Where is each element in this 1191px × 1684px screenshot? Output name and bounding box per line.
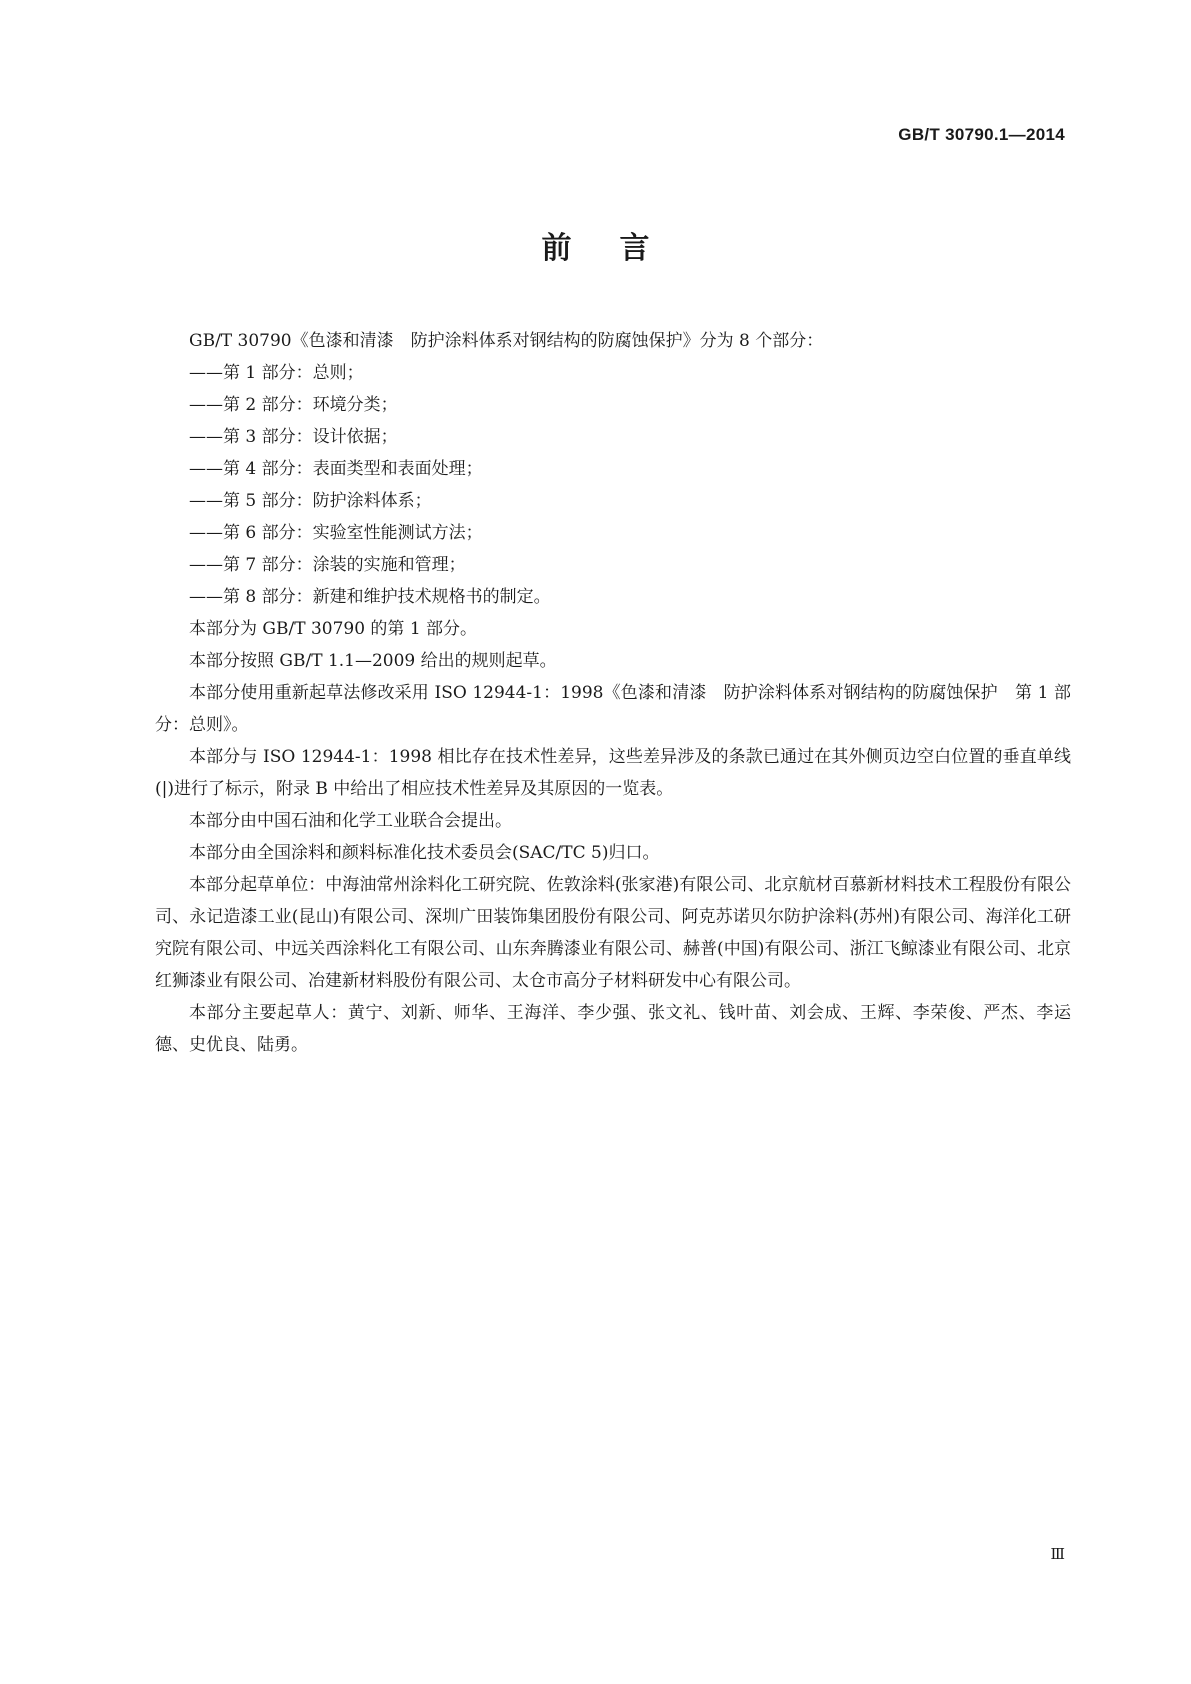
standard-number: GB/T 30790.1—2014 [898,125,1065,144]
list-item: ——第 1 部分：总则； [189,363,364,383]
paragraph-drafting-organizations: 本部分起草单位：中海油常州涂料化工研究院、佐敦涂料(张家港)有限公司、北京航材百慕新材料技术工程股份有限公司、永记造漆工业(昆山)有限公司、深圳广田装饰集团股份有限公司、阿克苏诺贝尔防护涂料(苏州)有限公司、海洋化工研究院有限公司、中远关西涂料化工有限公司、山东奔腾漆业有限公司、赫普(中国)有限公司、浙江飞鲸漆业有限公司、北京红狮漆业有限公司、冶建新材料股份有限公司、太仓市高分子材料研发中心有限公司。 [155,875,1071,991]
paragraph-proposed-by: 本部分由中国石油和化学工业联合会提出。 [189,811,512,831]
paragraph-adoption: 本部分使用重新起草法修改采用 ISO 12944-1：1998《色漆和清漆 防护涂料体系对钢结构的防腐蚀保护 第 1 部分：总则》。 [155,683,1071,735]
list-item: ——第 6 部分：实验室性能测试方法； [189,523,483,543]
list-item: ——第 4 部分：表面类型和表面处理； [189,459,483,479]
paragraph-drafting-rules: 本部分按照 GB/T 1.1—2009 给出的规则起草。 [189,651,557,671]
paragraph-technical-differences: 本部分与 ISO 12944-1：1998 相比存在技术性差异，这些差异涉及的条款已通过在其外侧页边空白位置的垂直单线(|)进行了标示，附录 B 中给出了相应技术性差异及其原因的一览表。 [155,747,1071,799]
intro-paragraph: GB/T 30790《色漆和清漆 防护涂料体系对钢结构的防腐蚀保护》分为 8 个部分： [189,331,824,351]
page-number: Ⅲ [1050,1545,1065,1563]
paragraph-drafters: 本部分主要起草人：黄宁、刘新、师华、王海洋、李少强、张文礼、钱叶苗、刘会成、王辉、李荣俊、严杰、李运德、史优良、陆勇。 [155,1003,1071,1055]
list-item: ——第 8 部分：新建和维护技术规格书的制定。 [189,587,551,607]
parts-list [155,357,1071,613]
list-item: ——第 2 部分：环境分类； [189,395,398,415]
foreword-body [155,325,1071,1061]
page-title: 前言 [541,231,698,266]
list-item: ——第 7 部分：涂装的实施和管理； [189,555,466,575]
list-item: ——第 5 部分：防护涂料体系； [189,491,432,511]
paragraph-part-statement: 本部分为 GB/T 30790 的第 1 部分。 [189,619,478,639]
list-item: ——第 3 部分：设计依据； [189,427,398,447]
paragraph-administered-by: 本部分由全国涂料和颜料标准化技术委员会(SAC/TC 5)归口。 [189,843,660,863]
